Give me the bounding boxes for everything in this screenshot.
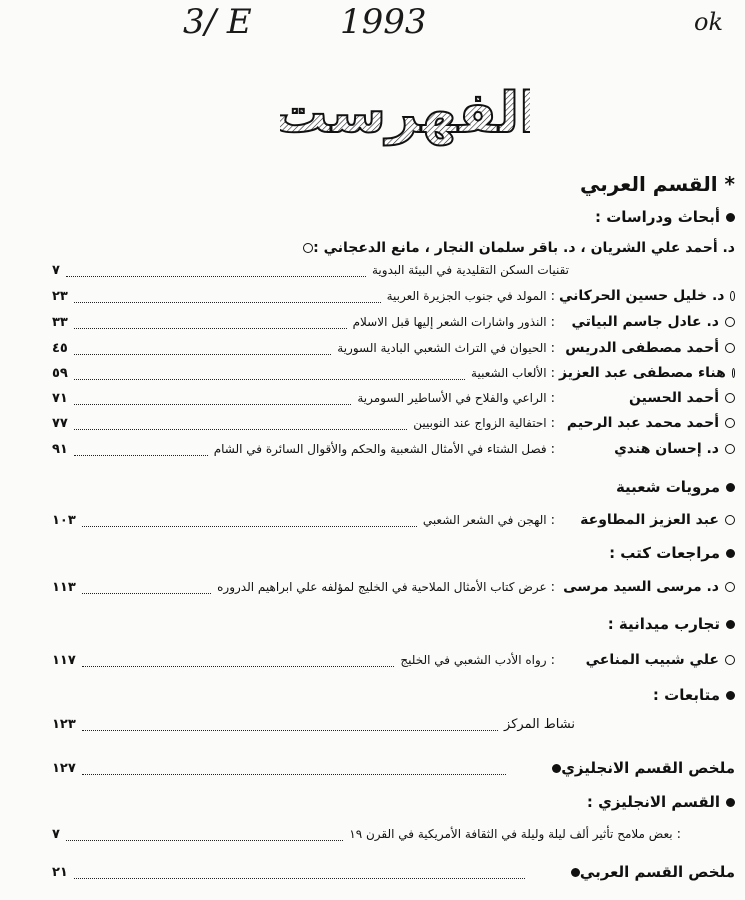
bullet-icon [571, 868, 580, 877]
section-reviews-label: مراجعات كتب : [609, 544, 720, 562]
section-field [608, 615, 735, 633]
dot-leader [74, 316, 347, 329]
handwritten-year: 1993 [340, 2, 427, 42]
toc-row: أحمد مصطفى الدريس : الحيوان في التراث الشعبي البادية السورية ٤٥ [52, 336, 735, 360]
section-field-label: تجارب ميدانية : [607, 615, 720, 633]
toc-row-author: هناء مصطفى عبد العزيز [559, 365, 735, 381]
toc-row-page: ٧ [52, 262, 60, 278]
handwritten-code: 3/ E [183, 2, 252, 42]
research-first-authors [297, 240, 735, 256]
toc-row-page: ٤٥ [52, 340, 68, 356]
dot-leader [82, 514, 417, 527]
arabic-summary-label: ملخص القسم العربي [565, 863, 735, 881]
toc-row: عبد العزيز المطاوعة : الهجن في الشعر الشعبي ١٠٣ [52, 508, 735, 532]
toc-row-title: الهجن في الشعر الشعبي [422, 513, 547, 527]
toc-row-author: د. إحسان هندي [559, 441, 735, 457]
circle-bullet-icon [725, 515, 735, 525]
circle-bullet-icon [732, 368, 735, 378]
toc-row [52, 860, 735, 884]
toc-row-author: د. عادل جاسم البياتي [559, 314, 735, 330]
bullet-icon [726, 483, 735, 492]
toc-row-title: الحيوان في التراث الشعبي البادية السورية [337, 341, 547, 355]
circle-bullet-icon [725, 444, 735, 454]
toc-row: علي شبيب المناعي : رواه الأدب الشعبي في الخليج ١١٧ [52, 648, 735, 672]
toc-row-title: الراعي والفلاح في الأساطير السومرية [357, 391, 547, 405]
dot-leader [74, 392, 351, 405]
svg-text:الفهرست: الفهرست [280, 81, 530, 146]
toc-row-page: ١١٣ [52, 579, 76, 595]
circle-bullet-icon [730, 291, 735, 301]
toc-row-author: عبد العزيز المطاوعة [559, 512, 735, 528]
toc-row-title: رواه الأدب الشعبي في الخليج [400, 653, 547, 667]
circle-bullet-icon [725, 343, 735, 353]
toc-row-author: د. مرسى السيد مرسى [559, 579, 735, 595]
bullet-icon [726, 213, 735, 222]
toc-row-author: أحمد محمد عبد الرحيم [559, 415, 735, 431]
section-folk [616, 478, 735, 496]
toc-row-title: تقنيات السكن التقليدية في البيئة البدوية [372, 263, 569, 277]
toc-row-page: ٧١ [52, 390, 68, 406]
bullet-icon [552, 764, 561, 773]
toc-row-author: علي شبيب المناعي [559, 652, 735, 668]
toc-row-page: ٥٩ [52, 365, 68, 381]
toc-row-page: ٩١ [52, 441, 68, 457]
index-title-logo [280, 70, 530, 150]
dot-leader [74, 443, 208, 456]
toc-row-title: بعض ملامح تأثير ألف ليلة وليلة في الثقافة الأمريكية في القرن ١٩ [349, 827, 673, 841]
toc-row-author: أحمد الحسين [559, 390, 735, 406]
toc-row-title: الألعاب الشعبية [471, 366, 547, 380]
toc-row-author: د. خليل حسين الحركاني [559, 288, 735, 304]
dot-leader [66, 264, 366, 277]
circle-bullet-icon [725, 418, 735, 428]
circle-bullet-icon [725, 582, 735, 592]
toc-row-author: أحمد مصطفى الدريس [559, 340, 735, 356]
bullet-icon [726, 691, 735, 700]
section-english [587, 793, 735, 811]
section-reviews [609, 544, 735, 562]
toc-row-page: ٧ [52, 826, 60, 842]
dot-leader [74, 417, 407, 430]
dot-leader [74, 342, 331, 355]
toc-row: د. خليل حسين الحركاني : المولد في جنوب الجزيرة العربية ٢٣ [52, 284, 735, 308]
toc-row: د. عادل جاسم البياتي : النذور واشارات الشعر إليها قبل الاسلام ٣٣ [52, 310, 735, 334]
dot-leader [74, 866, 525, 879]
dot-leader [82, 718, 498, 731]
section-research-label: أبحاث ودراسات : [595, 208, 720, 226]
toc-row: أحمد محمد عبد الرحيم : احتفالية الزواج عند النوبيين ٧٧ [52, 411, 735, 435]
section-folk-label: مرويات شعبية [615, 478, 720, 496]
toc-row: هناء مصطفى عبد العزيز : الألعاب الشعبية ٥٩ [52, 361, 735, 385]
section-research [595, 208, 735, 226]
circle-bullet-icon [303, 243, 313, 253]
dot-leader [74, 367, 465, 380]
toc-row-title: نشاط المركز [504, 716, 575, 732]
bullet-icon [726, 549, 735, 558]
dot-leader [66, 828, 343, 841]
section-followups [653, 686, 735, 704]
toc-row [52, 756, 735, 780]
toc-row: د. مرسى السيد مرسى : عرض كتاب الأمثال الملاحية في الخليج لمؤلفه علي ابراهيم الدروره ١١٣ [52, 575, 735, 599]
toc-row [52, 258, 735, 282]
toc-row-page: ١٢٣ [52, 716, 76, 732]
arabic-section-heading: * القسم العربي [579, 172, 735, 196]
circle-bullet-icon [725, 317, 735, 327]
bullet-icon [726, 620, 735, 629]
toc-row-title: النذور واشارات الشعر إليها قبل الاسلام [352, 315, 547, 329]
dot-leader [82, 581, 211, 594]
toc-row: أحمد الحسين : الراعي والفلاح في الأساطير السومرية ٧١ [52, 386, 735, 410]
english-summary-label: ملخص القسم الانجليزي [546, 759, 735, 777]
section-english-label: القسم الانجليزي : [586, 793, 720, 811]
toc-row-page: ١١٧ [52, 652, 76, 668]
bullet-icon [726, 798, 735, 807]
toc-row-title: المولد في جنوب الجزيرة العربية [386, 289, 547, 303]
toc-row-title: عرض كتاب الأمثال الملاحية في الخليج لمؤلفه علي ابراهيم الدروره [217, 580, 547, 594]
dot-leader [82, 654, 395, 667]
dot-leader [74, 290, 381, 303]
circle-bullet-icon [725, 655, 735, 665]
toc-row-page: ٢٣ [52, 288, 68, 304]
toc-row-title: احتفالية الزواج عند النوبيين [413, 416, 547, 430]
toc-row: : بعض ملامح تأثير ألف ليلة وليلة في الثقافة الأمريكية في القرن ١٩ ٧ [52, 826, 681, 842]
toc-row-page: ٣٣ [52, 314, 68, 330]
toc-row-page: ١٢٧ [52, 760, 76, 776]
toc-row: د. إحسان هندي : فصل الشتاء في الأمثال الشعبية والحكم والأقوال السائرة في الشام ٩١ [52, 437, 735, 461]
toc-row-page: ١٠٣ [52, 512, 76, 528]
toc-row-title: فصل الشتاء في الأمثال الشعبية والحكم والأقوال السائرة في الشام [213, 442, 547, 456]
circle-bullet-icon [725, 393, 735, 403]
toc-row-page: ٢١ [52, 864, 68, 880]
toc-row-page: ٧٧ [52, 415, 68, 431]
research-first-authors-label: د. أحمد علي الشريان ، د. باقر سلمان النجار ، مانع الدعجاني : [313, 240, 735, 256]
handwritten-ok: ok [694, 8, 723, 36]
toc-row [52, 712, 575, 736]
dot-leader [82, 762, 506, 775]
section-followups-label: متابعات : [652, 686, 720, 704]
